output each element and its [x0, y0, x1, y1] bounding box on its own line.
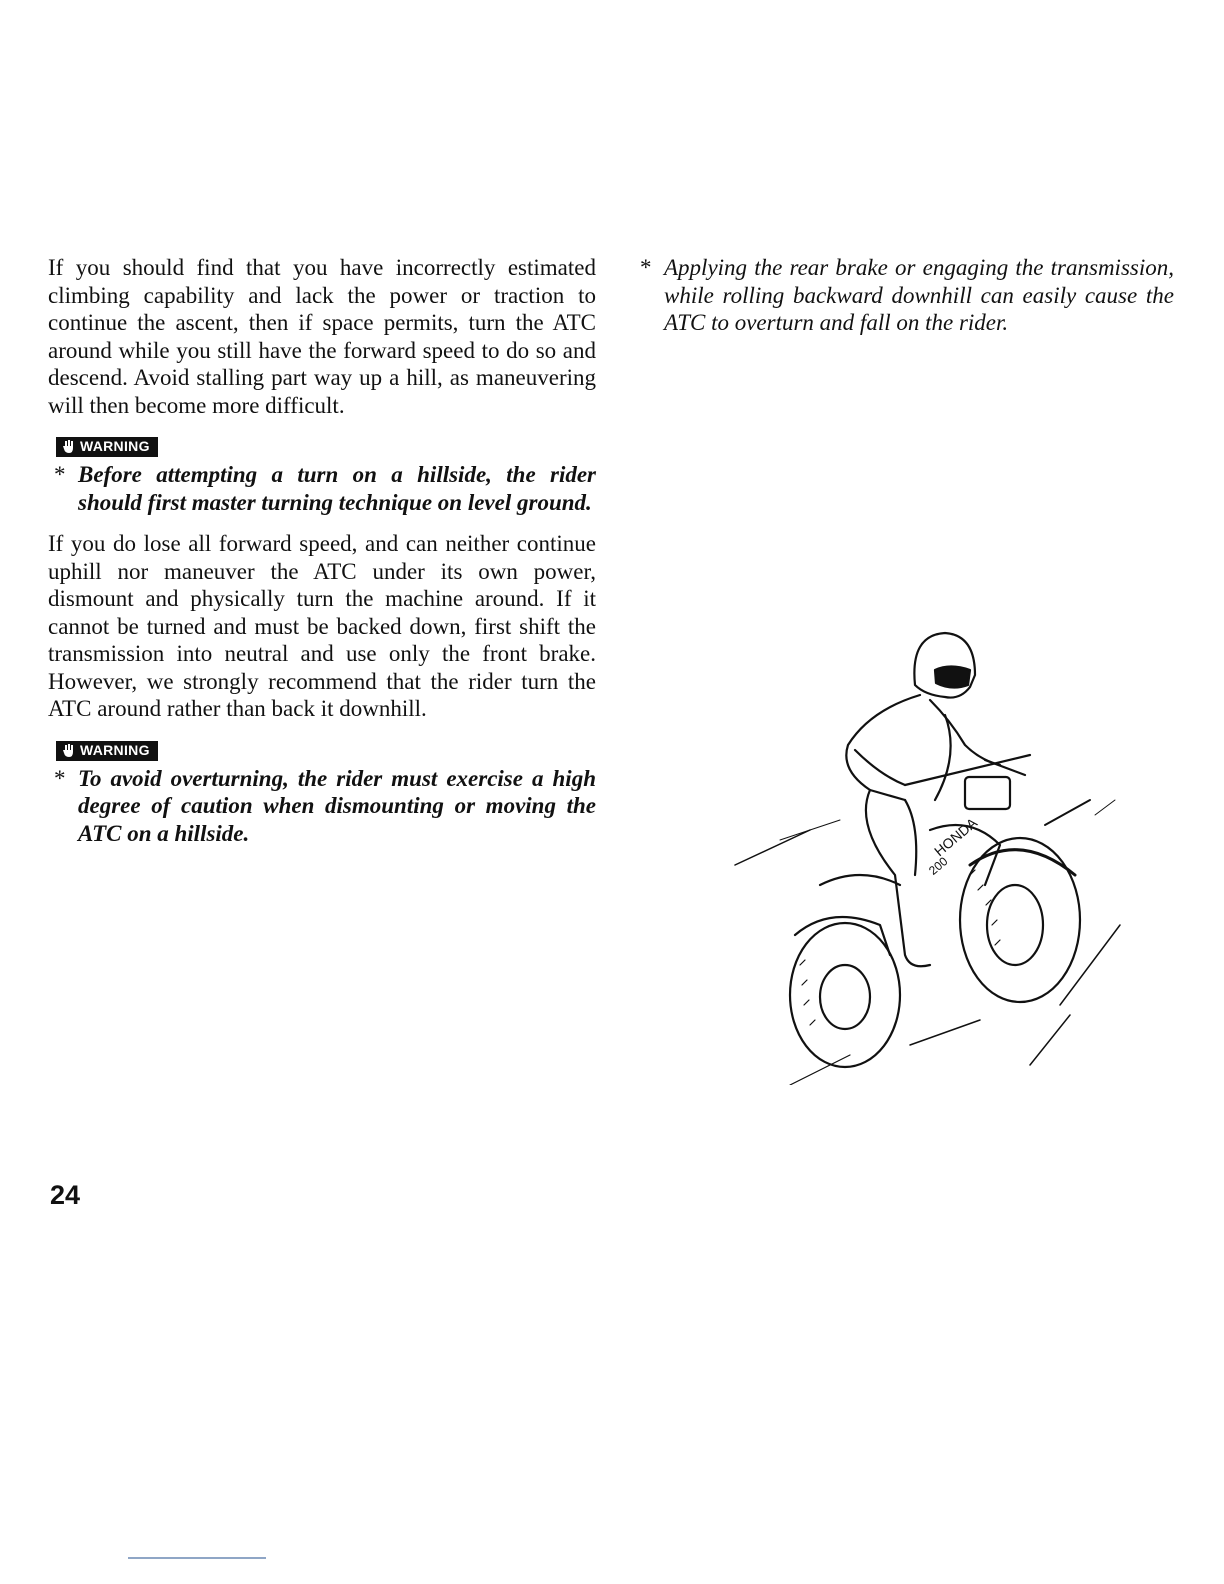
warning-hand-icon [62, 744, 76, 758]
bullet-star: * [54, 462, 66, 487]
paragraph-incorrect-estimate: If you should find that you have incorrectly estimated climbing capability and lack the power or traction to continue the ascent, then if space permits, turn the ATC around while you still have the forward speed to do so and descend. Avoid stalling part way up a hill, as maneuvering will then become more difficult. [48, 255, 596, 418]
right-column [634, 254, 1174, 351]
tank-model-text: 200 [926, 854, 951, 878]
atc-rider-illustration [730, 625, 1150, 1085]
tank-brand-text: HONDA [931, 814, 981, 860]
bullet-star: * [640, 255, 652, 280]
warning-text-overturn: To avoid overturning, the rider must exercise a high degree of caution when dismounting or moving the ATC on a hillside. [78, 765, 596, 846]
paragraph-lose-speed: If you do lose all forward speed, and can neither continue uphill nor maneuver the ATC under its own power, dismount and physically turn the machine around. If it cannot be turned and must be backed down, first shift the transmission into neutral and use only the front brake. However, we strongly recommend that the rider turn the ATC around rather than back it downhill. [48, 531, 596, 721]
bullet-star: * [54, 765, 66, 791]
warning-label: WARNING [80, 741, 150, 758]
bottom-divider [128, 1557, 266, 1559]
warning-bullet-overturn [48, 765, 596, 848]
warning-bullet-rear-brake [634, 254, 1174, 337]
warning-badge [56, 741, 158, 761]
warning-hand-icon [62, 440, 76, 454]
warning-text-turn: Before attempting a turn on a hillside, the rider should first master turning technique on level ground. [78, 462, 596, 515]
warning-badge [56, 437, 158, 457]
left-column [48, 254, 596, 861]
warning-bullet-turn [48, 461, 596, 516]
warning-text-rear-brake: Applying the rear brake or engaging the transmission, while rolling backward downhill can easily cause the ATC to overturn and fall on the rider. [664, 255, 1174, 335]
warning-label: WARNING [80, 438, 150, 455]
page-number: 24 [50, 1180, 81, 1210]
